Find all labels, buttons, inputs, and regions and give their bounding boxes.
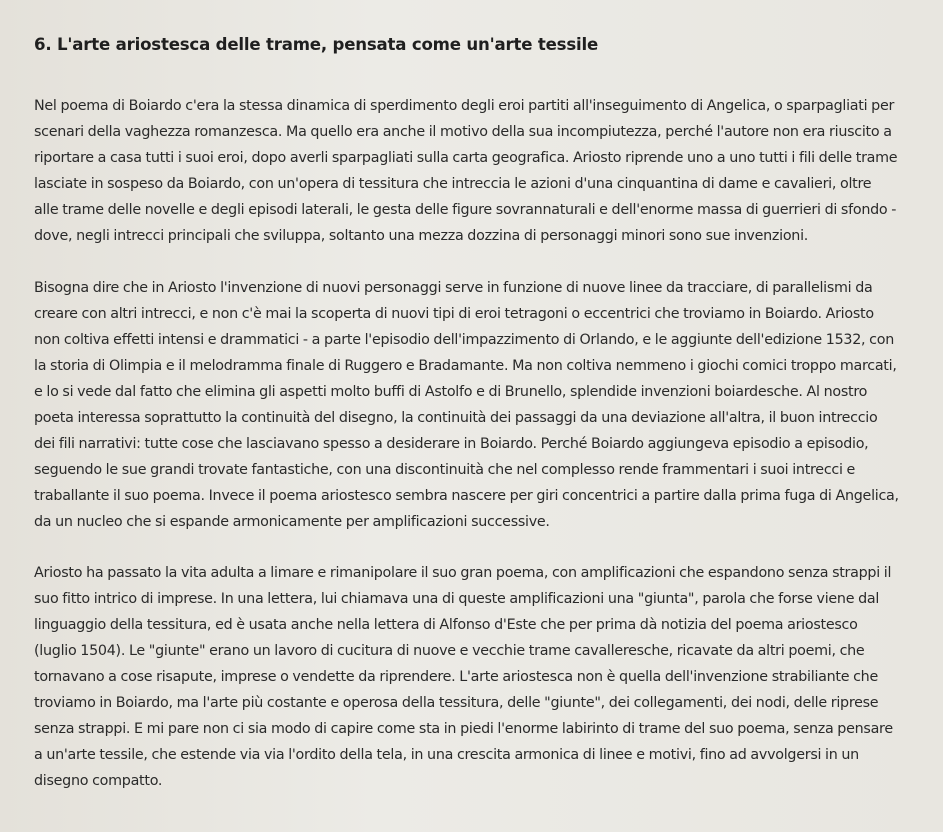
paragraph-line: non coltiva effetti intensi e drammatici - a parte l'episodio dell'impazzimento di Orlando, e le aggiunte dell'edizione 1532, con bbox=[34, 332, 894, 348]
paragraph-line: suo fitto intrico di imprese. In una lettera, lui chiamava una di queste amplificazioni una "giunta", parola che forse viene dal bbox=[34, 591, 880, 607]
paragraph-line: dei fili narrativi: tutte cose che lasciavano spesso a desiderare in Boiardo. Perché Boiardo aggiungeva episodio a episodio, bbox=[34, 436, 869, 452]
paragraph-1 bbox=[34, 93, 919, 249]
paragraph-3 bbox=[34, 560, 919, 794]
paragraph-line: da un nucleo che si espande armonicamente per amplificazioni successive. bbox=[34, 514, 550, 530]
paragraph-line: poeta interessa soprattutto la continuità del disegno, la continuità dei passaggi da una deviazione all'altra, il buon intreccio bbox=[34, 410, 878, 426]
paragraph-line: riportare a casa tutti i suoi eroi, dopo averli sparpagliati sulla carta geografica. Ariosto riprende uno a uno tutti i fili delle trame bbox=[34, 150, 898, 166]
paragraph-line: Ariosto ha passato la vita adulta a limare e rimanipolare il suo gran poema, con amplificazioni che espandono senza strappi il bbox=[34, 565, 892, 581]
paragraph-line: troviamo in Boiardo, ma l'arte più costante e operosa della tessitura, delle "giunte", dei collegamenti, dei nodi, delle riprese bbox=[34, 695, 879, 711]
paragraph-line: dove, negli intrecci principali che sviluppa, soltanto una mezza dozzina di personaggi minori sono sue invenzioni. bbox=[34, 228, 809, 244]
paragraph-line: e lo si vede dal fatto che elimina gli aspetti molto buffi di Astolfo e di Brunello, splendide invenzioni boiardesche. Al nostro bbox=[34, 384, 868, 400]
paragraph-line: (luglio 1504). Le "giunte" erano un lavoro di cucitura di nuove e vecchie trame cavalleresche, ricavate da altri poemi, che bbox=[34, 643, 865, 659]
paragraph-line: creare con altri intrecci, e non c'è mai la scoperta di nuovi tipi di eroi tetragoni o eccentrici che troviamo in Boiardo. Ariosto bbox=[34, 306, 874, 322]
paragraph-2 bbox=[34, 275, 919, 535]
paragraph-line: alle trame delle novelle e degli episodi laterali, le gesta delle figure sovrannaturali e dell'enorme massa di guerrieri di sfondo - bbox=[34, 202, 897, 218]
paragraph-line: Bisogna dire che in Ariosto l'invenzione di nuovi personaggi serve in funzione di nuove linee da tracciare, di parallelismi da bbox=[34, 280, 873, 296]
paragraph-line: lasciate in sospeso da Boiardo, con un'opera di tessitura che intreccia le azioni d'una cinquantina di dame e cavalieri, oltre bbox=[34, 176, 872, 192]
paragraph-line: seguendo le sue grandi trovate fantastiche, con una discontinuità che nel complesso rende frammentari i suoi intrecci e bbox=[34, 462, 856, 478]
paragraph-spacer bbox=[34, 535, 919, 560]
paragraph-line: la storia di Olimpia e il melodramma finale di Ruggero e Bradamante. Ma non coltiva nemmeno i giochi comici troppo marcati, bbox=[34, 358, 897, 374]
section-heading: 6. L'arte ariostesca delle trame, pensata come un'arte tessile bbox=[34, 35, 599, 54]
paragraph-spacer bbox=[34, 249, 919, 275]
paragraph-line: linguaggio della tessitura, ed è usata anche nella lettera di Alfonso d'Este che per prima dà notizia del poema ariostesco bbox=[34, 617, 858, 633]
paragraph-line: tornavano a cose risapute, imprese o vendette da riprendere. L'arte ariostesca non è quella dell'invenzione strabiliante che bbox=[34, 669, 878, 685]
paragraph-line: disegno compatto. bbox=[34, 773, 163, 789]
paragraph-line: a un'arte tessile, che estende via via l'ordito della tela, in una crescita armonica di linee e motivi, fino ad avvolgersi in un bbox=[34, 747, 859, 763]
paragraph-line: senza strappi. E mi pare non ci sia modo di capire come sta in piedi l'enorme labirinto di trame del suo poema, senza pensare bbox=[34, 721, 893, 737]
paragraph-line: Nel poema di Boiardo c'era la stessa dinamica di sperdimento degli eroi partiti all'inseguimento di Angelica, o sparpagliati per bbox=[34, 98, 895, 114]
paragraph-line: traballante il suo poema. Invece il poema ariostesco sembra nascere per giri concentrici a partire dalla prima fuga di Angelica, bbox=[34, 488, 899, 504]
paragraph-line: scenari della vaghezza romanzesca. Ma quello era anche il motivo della sua incompiutezza, perché l'autore non era riuscito a bbox=[34, 124, 892, 140]
